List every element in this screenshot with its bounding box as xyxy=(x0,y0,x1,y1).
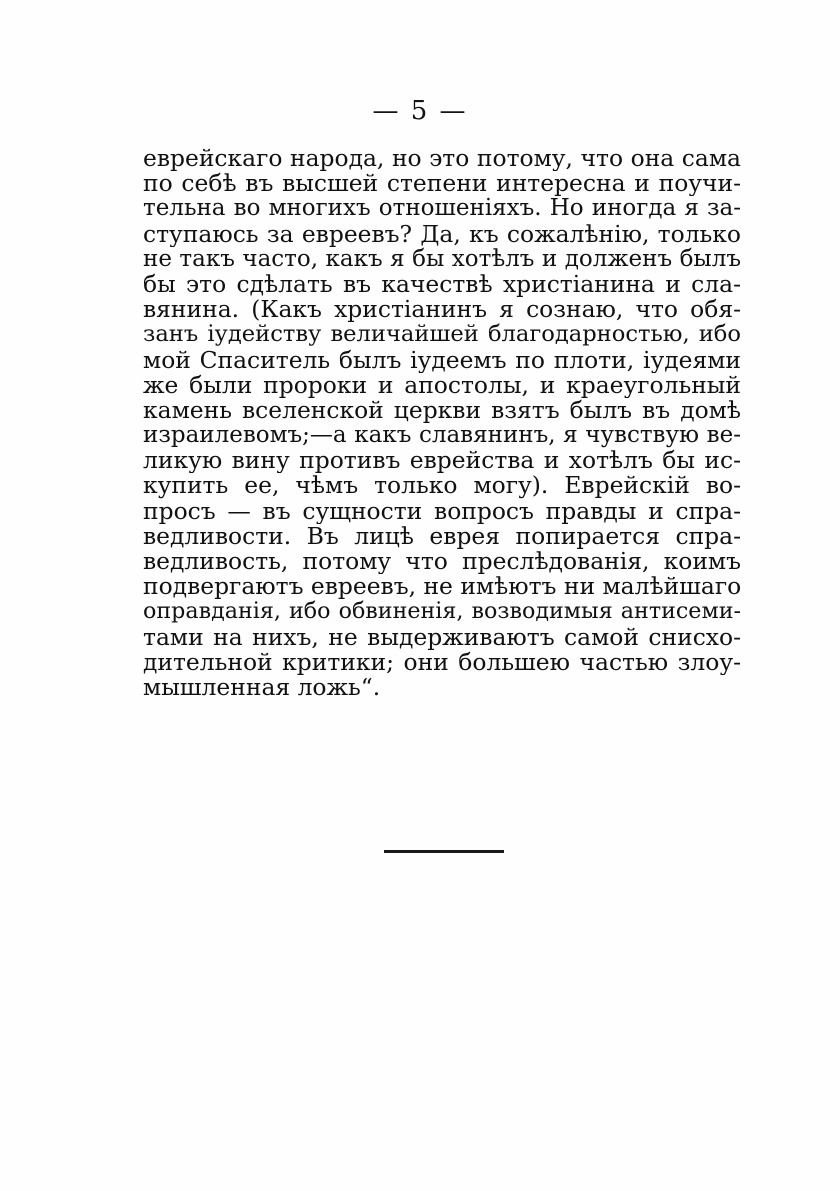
text-line: мышленная ложь“. xyxy=(143,674,381,701)
text-line: ведливость, потому что преслѣдованія, коимъ xyxy=(143,549,741,575)
text-line: просъ — въ сущности вопросъ правды и спра- xyxy=(143,498,741,524)
text-line: занъ іудейству величайшей благодарностью, ибо xyxy=(143,322,741,348)
page-number: — 5 — xyxy=(372,96,468,126)
text-line: же были пророки и апостолы, и краеугольный xyxy=(143,372,741,398)
text-line: дительной критики; они большею частью злоу- xyxy=(143,649,741,675)
text-line: камень вселенской церкви взятъ былъ въ домѣ xyxy=(143,397,741,424)
text-line: ведливости. Въ лицѣ еврея попирается спра- xyxy=(143,523,741,549)
text-line: не такъ часто, какъ я бы хотѣлъ и долженъ былъ xyxy=(143,246,741,272)
text-line: ступаюсь за евреевъ? Да, къ сожалѣнію, только xyxy=(143,221,741,247)
text-line: мой Спаситель былъ іудеемъ по плоти, іудеями xyxy=(143,347,741,373)
text-line: израилевомъ;—а какъ славянинъ, я чувствую ве- xyxy=(143,423,741,449)
text-line: оправданія, ибо обвиненія, возводимыя антисеми- xyxy=(143,599,741,625)
text-line: тами на нихъ, не выдерживаютъ самой снисхо- xyxy=(143,624,741,650)
text-line: подвергаютъ евреевъ, не имѣютъ ни малѣйшаго xyxy=(143,574,741,600)
text-line: бы это сдѣлать въ качествѣ христіанина и сла- xyxy=(143,271,741,298)
text-line: ликую вину противъ еврейства и хотѣлъ бы ис- xyxy=(143,448,741,474)
text-line: по себѣ въ высшей степени интересна и поучи- xyxy=(143,171,741,197)
body-text xyxy=(143,146,741,700)
text-line: тельна во многихъ отношеніяхъ. Но иногда я за- xyxy=(143,196,741,222)
text-line: купить ее, чѣмъ только могу). Еврейскій во- xyxy=(143,473,741,499)
text-line: вянина. (Какъ христіанинъ я сознаю, что обя- xyxy=(143,297,741,323)
section-divider xyxy=(384,850,504,853)
text-line: еврейскаго народа, но это потому, что она сама xyxy=(143,146,741,172)
